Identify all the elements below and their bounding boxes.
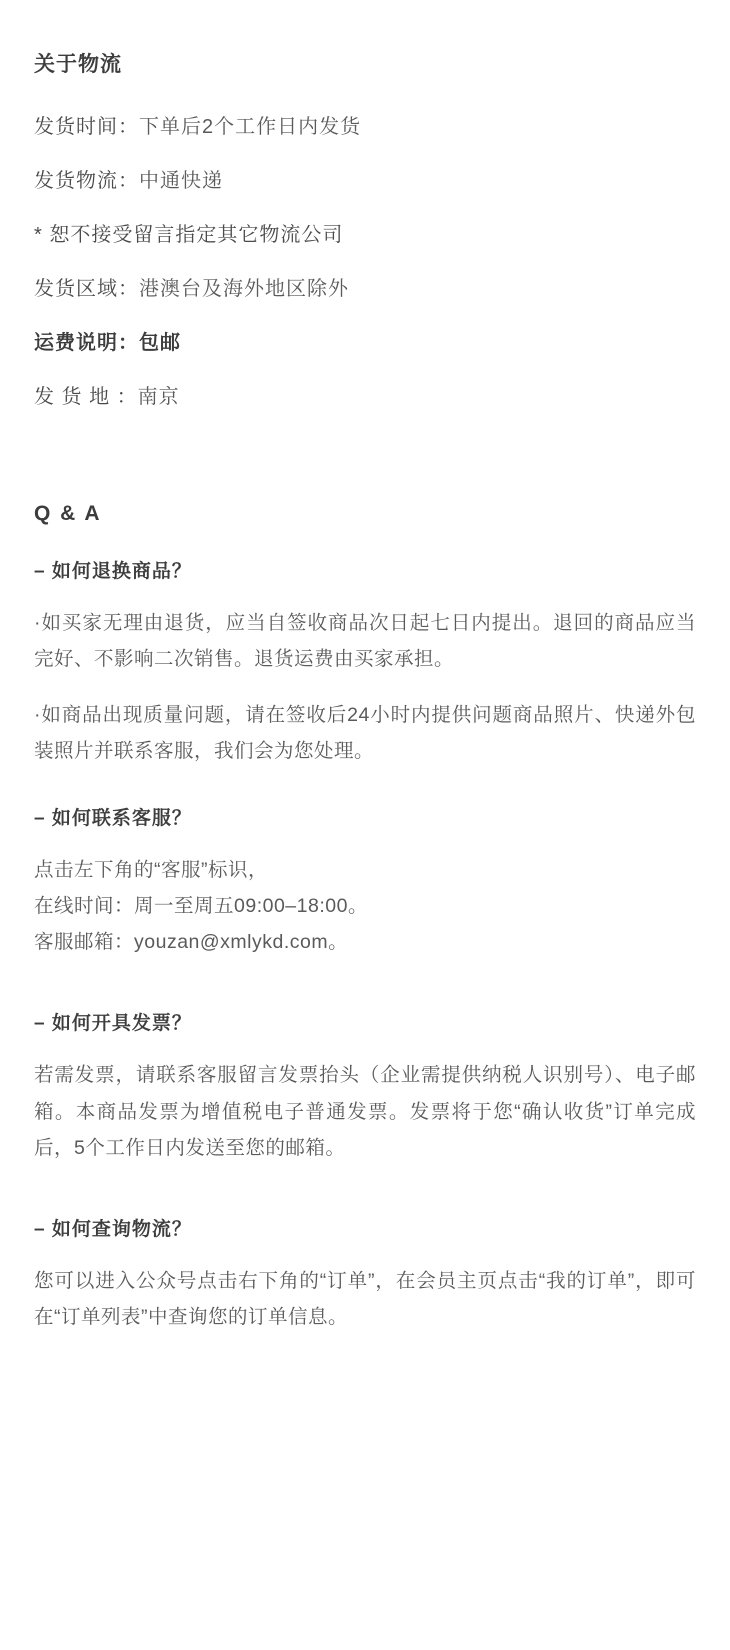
qa-block-contact-support — [34, 803, 696, 960]
shipping-info-value: 下单后2个工作日内发货 — [139, 116, 362, 138]
shipping-fee-label: 运费说明： — [34, 332, 139, 354]
shipping-info-row — [34, 166, 696, 196]
shipping-info-label: * 恕不接受留言指定其它物流公司 — [34, 224, 344, 246]
qa-answer-paragraph: ·如商品出现质量问题，请在签收后24小时内提供问题商品照片、快递外包装照片并联系客服，我们会为您处理。 — [34, 704, 696, 763]
qa-answer-line: 在线时间：周一至周五09:00–18:00。 — [34, 895, 368, 918]
shipping-info-row — [34, 274, 696, 304]
shipping-info-row — [34, 112, 696, 142]
qa-question: – 如何联系客服？ — [34, 808, 192, 830]
shipping-origin-label: 发 货 地 ： — [34, 386, 138, 408]
qa-gap — [34, 1200, 696, 1214]
shipping-section-title: 关于物流 — [34, 53, 122, 76]
shipping-fee-row — [34, 328, 696, 358]
shipping-info-label: 发货区域： — [34, 278, 139, 300]
qa-question: – 如何退换商品？ — [34, 561, 192, 582]
section-spacer — [34, 436, 696, 502]
shipping-info-value: 中通快递 — [139, 170, 223, 192]
shipping-origin-row — [34, 382, 696, 412]
qa-answer-line: 点击左下角的“客服”标识， — [34, 859, 268, 882]
shipping-info-note — [34, 220, 696, 250]
qa-gap — [34, 994, 696, 1008]
shipping-info-list — [34, 112, 696, 412]
qa-support-email-line: 客服邮箱：youzan@xmlykd.com。 — [34, 931, 349, 954]
qa-answer-paragraph: 您可以进入公众号点击右下角的“订单”，在会员主页点击“我的订单”，即可在“订单列表”中查询您的订单信息。 — [34, 1269, 696, 1328]
qa-block-track-shipment — [34, 1214, 696, 1335]
shipping-info-label: 发货物流： — [34, 170, 139, 192]
qa-question: – 如何开具发票？ — [34, 1013, 192, 1035]
qa-answer-paragraph: ·如买家无理由退货，应当自签收商品次日起七日内提出。退回的商品应当完好、不影响二次销售。退货运费由买家承担。 — [34, 612, 696, 671]
shipping-origin-value: 南京 — [137, 386, 180, 408]
qa-block-returns — [34, 556, 696, 769]
qa-section-title: Q & A — [34, 502, 102, 525]
qa-question: – 如何查询物流？ — [34, 1218, 192, 1240]
qa-block-invoice — [34, 1008, 696, 1165]
shipping-info-label: 发货时间： — [34, 116, 139, 138]
qa-answer-paragraph: 若需发票，请联系客服留言发票抬头（企业需提供纳税人识别号）、电子邮箱。本商品发票为增值税电子普通发票。发票将于您“确认收货”订单完成后，5个工作日内发送至您的邮箱。 — [34, 1064, 696, 1159]
shipping-info-value: 港澳台及海外地区除外 — [139, 278, 349, 300]
shipping-fee-value: 包邮 — [139, 332, 181, 354]
